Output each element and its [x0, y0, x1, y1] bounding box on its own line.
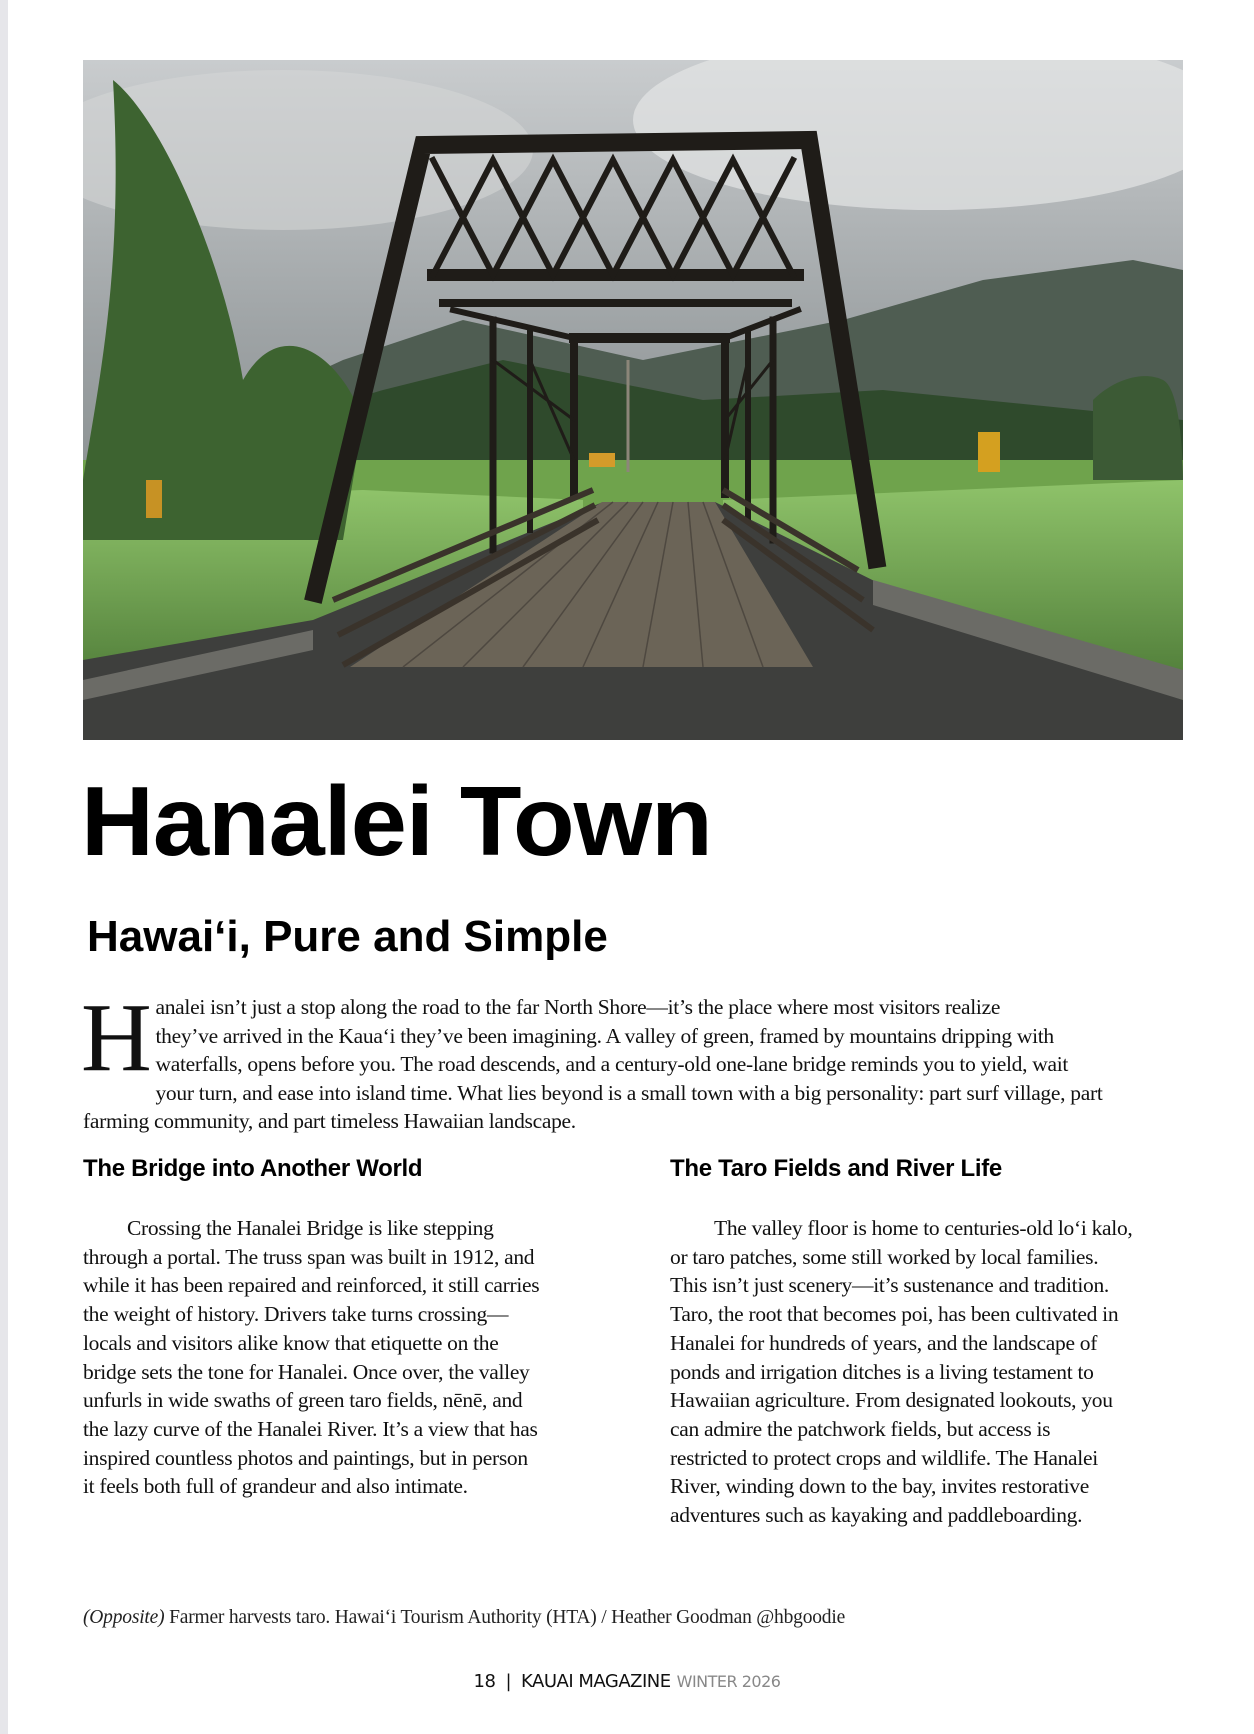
page-edge — [0, 0, 8, 1734]
body-line: adventures such as kayaking and paddleboarding. — [670, 1503, 1083, 1528]
intro-line: analei isn’t just a stop along the road to the far North Shore—it’s the place where most visitors realize — [155, 995, 1001, 1019]
drop-cap: H — [81, 984, 152, 1092]
section-heading: The Bridge into Another World — [83, 1155, 423, 1182]
body-line: through a portal. The truss span was built in 1912, and — [83, 1244, 535, 1269]
magazine-name: KAUAI MAGAZINE — [521, 1671, 671, 1692]
body-line: restricted to protect crops and wildlife. The Hanalei — [670, 1445, 1098, 1470]
body-line: River, winding down to the bay, invites restorative — [670, 1474, 1089, 1499]
body-line: or taro patches, some still worked by local families. — [670, 1244, 1099, 1269]
body-line: can admire the patchwork fields, but access is — [670, 1416, 1051, 1441]
body-line: the lazy curve of the Hanalei River. It’s a view that has — [83, 1416, 538, 1441]
intro-line: they’ve arrived in the Kaua‘i they’ve been imagining. A valley of green, framed by mountains dripping with — [155, 1023, 1054, 1048]
body-line: the weight of history. Drivers take turns crossing— — [83, 1302, 509, 1327]
article-subtitle: Hawai‘i, Pure and Simple — [87, 912, 608, 961]
intro-paragraph — [81, 984, 1193, 1136]
hanalei-bridge-photo — [83, 60, 1183, 740]
article-title: Hanalei Town — [81, 766, 712, 876]
body-line: This isn’t just scenery—it’s sustenance and tradition. — [670, 1273, 1110, 1298]
photo-caption — [83, 1605, 845, 1631]
body-line: The valley floor is home to centuries-old lo‘i kalo, — [714, 1216, 1133, 1240]
body-line: while it has been repaired and reinforced, it still carries — [83, 1273, 540, 1298]
issue-label: WINTER 2026 — [676, 1672, 781, 1691]
page-number: 18 — [473, 1671, 496, 1692]
caption-text: Farmer harvests taro. Hawai‘i Tourism Authority (HTA) / Heather Goodman @hbgoodie — [169, 1607, 846, 1628]
body-line: Hanalei for hundreds of years, and the landscape of — [670, 1330, 1098, 1355]
intro-line: your turn, and ease into island time. What lies beyond is a small town with a big personality: part surf village, part — [155, 1080, 1103, 1105]
section-taro-fields — [670, 1152, 1190, 1530]
body-line: inspired countless photos and paintings, but in person — [83, 1445, 528, 1470]
body-line: Hawaiian agriculture. From designated lookouts, you — [670, 1388, 1113, 1413]
body-line: it feels both full of grandeur and also intimate. — [83, 1474, 468, 1499]
section-heading: The Taro Fields and River Life — [670, 1155, 1002, 1182]
section-bridge — [83, 1152, 603, 1501]
body-line: unfurls in wide swaths of green taro fields, nēnē, and — [83, 1388, 523, 1413]
page-footer — [0, 1670, 1254, 1694]
body-line: Taro, the root that becomes poi, has been cultivated in — [670, 1302, 1119, 1327]
intro-line: waterfalls, opens before you. The road descends, and a century-old one-lane bridge reminds you to yield, wait — [155, 1052, 1069, 1077]
intro-line: farming community, and part timeless Hawaiian landscape. — [83, 1109, 576, 1134]
caption-label: (Opposite) — [83, 1607, 165, 1628]
body-line: ponds and irrigation ditches is a living testament to — [670, 1359, 1094, 1384]
footer-separator: | — [505, 1671, 512, 1692]
body-line: bridge sets the tone for Hanalei. Once over, the valley — [83, 1359, 530, 1384]
body-line: Crossing the Hanalei Bridge is like stepping — [127, 1216, 494, 1240]
body-line: locals and visitors alike know that etiquette on the — [83, 1330, 499, 1355]
